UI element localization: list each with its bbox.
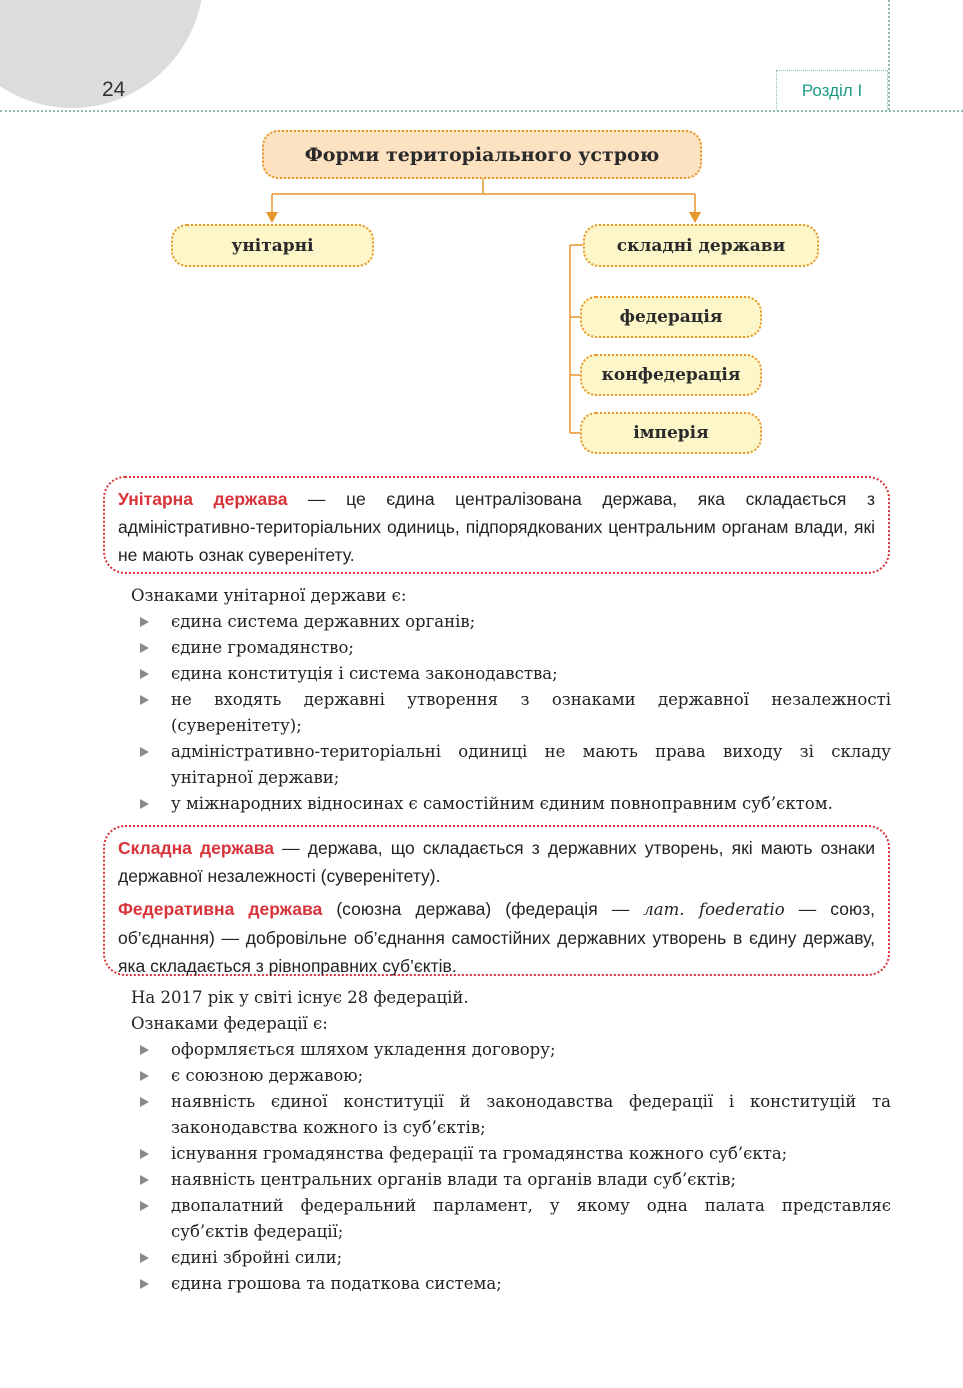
triangle-bullet-icon [140,669,149,679]
complex-definition-box [103,825,890,976]
definition-text: — держава, що складається з державних утворень, які мають ознаки державної незалежності (суверенітету). [118,838,875,886]
list-item-text: адміністративно-територіальні одиниці не мають права виходу зі складу унітарної держави; [171,742,891,787]
triangle-bullet-icon [140,1097,149,1107]
list-item [131,609,891,635]
features-intro: Ознаками федерації є: [131,1014,328,1033]
triangle-bullet-icon [140,617,149,627]
triangle-bullet-icon [140,1279,149,1289]
list-item-text: є союзною державою; [171,1066,364,1085]
diagram-node-empire: імперія [580,412,762,454]
list-item-text: єдині збройні сили; [171,1248,343,1267]
federation-features [131,985,891,1297]
list-item-text: єдина грошова та податкова система; [171,1274,502,1293]
list-item [131,635,891,661]
list-item-text: єдине громадянство; [171,638,354,657]
unitary-features-list [131,609,891,817]
list-item [131,687,891,739]
list-item [131,1141,891,1167]
list-item-text: існування громадянства федерації та громадянства кожного суб’єкта; [171,1144,788,1163]
section-label: Розділ І [776,70,888,110]
triangle-bullet-icon [140,799,149,809]
unitary-features [131,583,891,817]
list-item-text: наявність єдиної конституції й законодавства федерації і конституцій та законодавства кожного із суб’єктів; [171,1092,891,1137]
list-item [131,791,891,817]
triangle-bullet-icon [140,1149,149,1159]
list-item [131,1271,891,1297]
triangle-bullet-icon [140,747,149,757]
list-item [131,1245,891,1271]
federal-definition [118,895,875,980]
definition-text: — це єдина централізована держава, яка складається з адміністративно-територіальних одиниць, підпорядкованих центральним органам влади, які не мають ознак суверенітету. [118,489,875,565]
triangle-bullet-icon [140,1201,149,1211]
list-item [131,1037,891,1063]
triangle-bullet-icon [140,1045,149,1055]
diagram-node-complex: складні держави [583,224,819,267]
list-item [131,1167,891,1193]
triangle-bullet-icon [140,1253,149,1263]
page-number: 24 [102,78,126,101]
federation-features-list [131,1037,891,1297]
diagram-connectors [0,0,963,470]
definition-text: — союз, об’єднання) — добровільне об’єднання самостійних державних утворень в єдину державу, яка складається з рівноправних суб’єктів. [118,899,875,976]
unitary-definition-box [103,476,890,574]
unitary-definition [118,485,875,569]
definition-term: Федеративна держава [118,899,323,919]
definition-term: Складна держава [118,838,274,858]
triangle-bullet-icon [140,1071,149,1081]
list-item [131,1089,891,1141]
diagram-node-unitary: унітарні [171,224,374,267]
latin-term: лат. foederatio [643,900,785,919]
complex-definition [118,834,875,890]
list-item-text: єдина конституція і система законодавства; [171,664,558,683]
list-item-text: наявність центральних органів влади та органів влади суб’єктів; [171,1170,737,1189]
list-item-text: єдина система державних органів; [171,612,476,631]
triangle-bullet-icon [140,695,149,705]
list-item [131,1063,891,1089]
definition-term: Унітарна держава [118,489,288,509]
list-item [131,661,891,687]
diagram-node-confederation: конфедерація [580,354,762,396]
definition-text: (союзна держава) (федерація — [322,899,644,919]
list-item [131,1193,891,1245]
diagram-node-federation: федерація [580,296,762,338]
triangle-bullet-icon [140,1175,149,1185]
list-item-text: у міжнародних відносинах є самостійним єдиним повноправним суб’єктом. [171,794,833,813]
list-item-text: не входять державні утворення з ознаками державної незалежності (суверенітету); [171,690,891,735]
list-item-text: двопалатний федеральний парламент, у якому одна палата представляє суб’єктів федерації; [171,1196,891,1241]
federation-count: На 2017 рік у світі існує 28 федерацій. [131,988,469,1007]
list-item [131,739,891,791]
features-intro: Ознаками унітарної держави є: [131,586,407,605]
list-item-text: оформляється шляхом укладення договору; [171,1040,556,1059]
diagram-root-node: Форми територіального устрою [262,130,702,179]
triangle-bullet-icon [140,643,149,653]
